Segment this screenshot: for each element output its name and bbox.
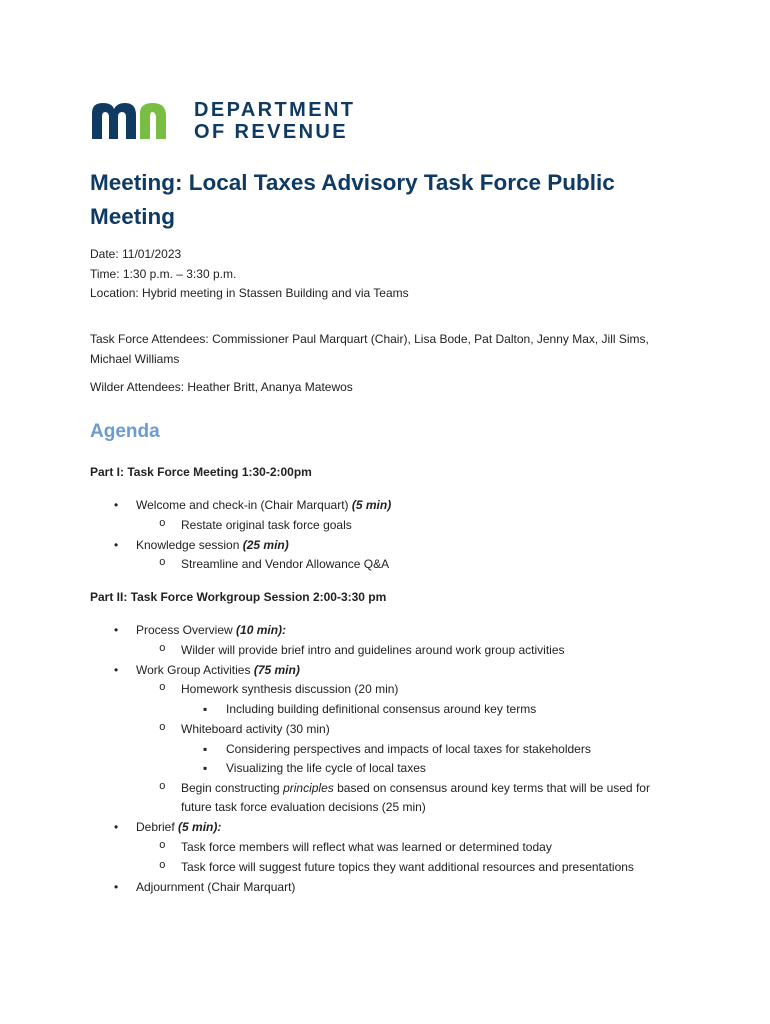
list-item: ▪ Including building definitional consensus around key terms bbox=[226, 700, 536, 720]
list-item: • Adjournment (Chair Marquart) bbox=[136, 878, 295, 898]
list-item: o Wilder will provide brief intro and guidelines around work group activities bbox=[181, 641, 565, 661]
meeting-date: Date: 11/01/2023 bbox=[90, 247, 182, 261]
list-item: • Welcome and check-in (Chair Marquart) (5 min) bbox=[136, 496, 391, 516]
part-1-heading: Part I: Task Force Meeting 1:30-2:00pm bbox=[90, 465, 312, 479]
logo-line-2: OF REVENUE bbox=[194, 121, 349, 143]
meeting-time: Time: 1:30 p.m. – 3:30 p.m. bbox=[90, 266, 237, 281]
mn-logo-icon bbox=[90, 99, 182, 141]
meeting-location: Location: Hybrid meeting in Stassen Building and via Teams bbox=[90, 286, 409, 300]
list-item: o Streamline and Vendor Allowance Q&A bbox=[181, 555, 389, 575]
list-item: • Process Overview (10 min): bbox=[136, 621, 286, 641]
logo-wordmark bbox=[194, 99, 355, 143]
list-item: o Begin constructing principles based on consensus around key terms that will be used for bbox=[181, 779, 650, 799]
logo-line-1: DEPARTMENT bbox=[194, 99, 356, 121]
list-item: o Task force members will reflect what was learned or determined today bbox=[181, 838, 552, 858]
list-item: ▪ Considering perspectives and impacts of local taxes for stakeholders bbox=[226, 740, 591, 760]
agenda-heading: Agenda bbox=[90, 421, 160, 442]
list-item-continuation: future task force evaluation decisions (25 min) bbox=[181, 800, 426, 814]
list-item: o Whiteboard activity (30 min) bbox=[181, 720, 330, 740]
wilder-attendees: Wilder Attendees: Heather Britt, Ananya Matewos bbox=[90, 380, 353, 394]
meeting-details bbox=[90, 245, 409, 304]
list-item: • Work Group Activities (75 min) bbox=[136, 661, 300, 681]
task-force-attendees: Task Force Attendees: Commissioner Paul Marquart (Chair), Lisa Bode, Pat Dalton, Jenny Max, Jill Sims, Michael Williams bbox=[90, 332, 649, 366]
list-item: • Debrief (5 min): bbox=[136, 818, 221, 838]
list-item: • Knowledge session (25 min) bbox=[136, 536, 289, 556]
list-item: o Restate original task force goals bbox=[181, 516, 352, 536]
page-title: Meeting: Local Taxes Advisory Task Force Public Meeting bbox=[90, 170, 615, 229]
part-2-heading: Part II: Task Force Workgroup Session 2:00-3:30 pm bbox=[90, 590, 387, 604]
list-item: ▪ Visualizing the life cycle of local taxes bbox=[226, 759, 426, 779]
list-item: o Homework synthesis discussion (20 min) bbox=[181, 680, 398, 700]
list-item: o Task force will suggest future topics they want additional resources and presentations bbox=[181, 858, 634, 878]
mn-revenue-logo bbox=[90, 99, 355, 143]
